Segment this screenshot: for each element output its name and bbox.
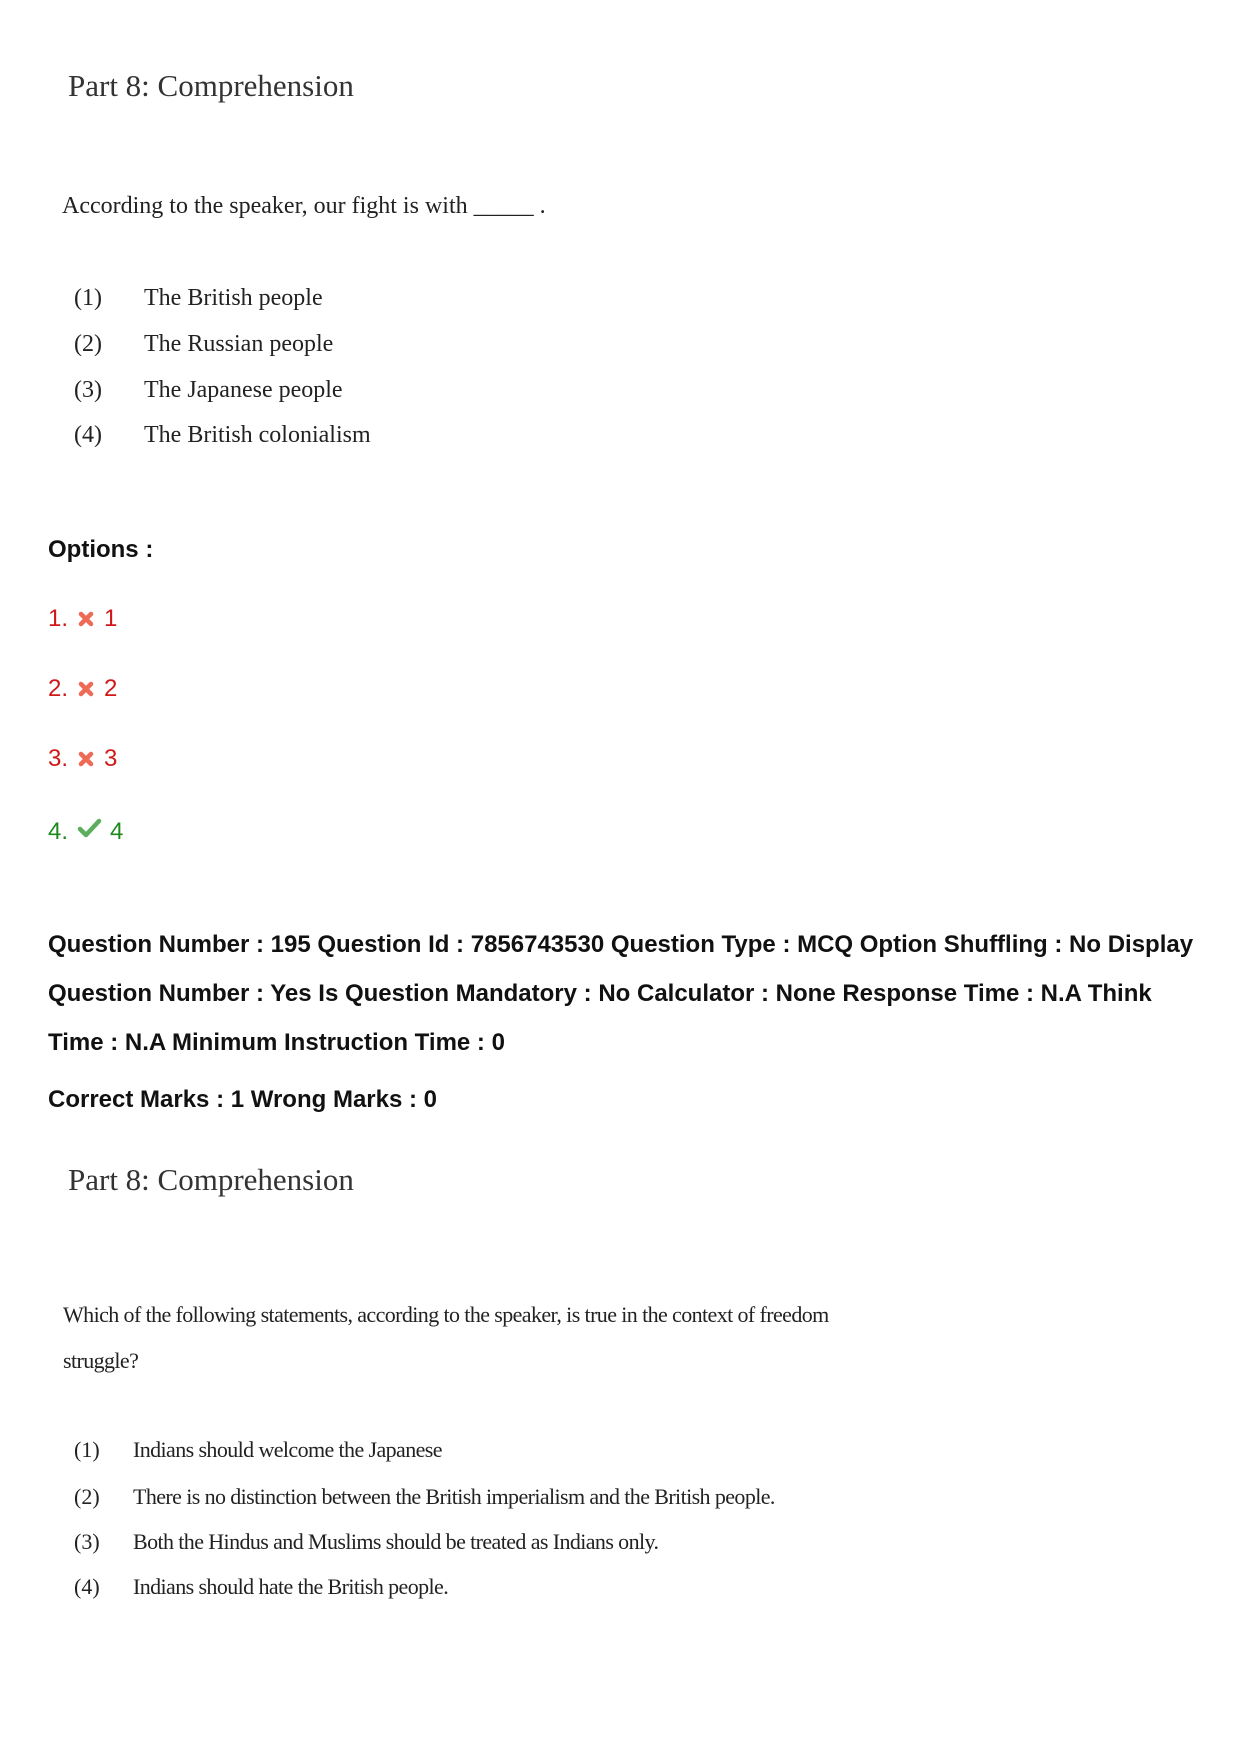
question-metadata: Question Number : 195 Question Id : 7856743530 Question Type : MCQ Option Shuffling : No Display Question Number : Yes Is Question Mandatory : No Calculator : None Response Time : N.A Think Time : N.A Minimum Instruction Time : 0: [48, 931, 1194, 1056]
choice-text: The British colonialism: [144, 422, 371, 448]
choice-number: (3): [74, 1529, 100, 1554]
option-value: 1: [104, 605, 118, 632]
choice-text: The British people: [144, 285, 323, 311]
option-index: 2.: [48, 675, 69, 702]
section-title: Part 8: Comprehension: [68, 1162, 354, 1197]
option-value: 2: [104, 675, 118, 702]
question-text: According to the speaker, our fight is with _____ .: [62, 193, 546, 219]
cross-icon: [76, 609, 96, 629]
options-label: Options :: [48, 536, 154, 563]
choice-text: Indians should hate the British people.: [133, 1574, 449, 1599]
choice-number: (1): [74, 1437, 100, 1462]
option-4: [48, 818, 123, 846]
option-index: 4.: [48, 818, 69, 845]
question-text-line: struggle?: [63, 1348, 139, 1373]
cross-icon: [76, 749, 96, 769]
section-title: Part 8: Comprehension: [68, 68, 354, 103]
choice-number: (2): [74, 331, 102, 357]
check-icon: [76, 818, 102, 838]
option-value: 4: [110, 818, 124, 845]
option-3: [48, 745, 117, 773]
choice-text: There is no distinction between the British imperialism and the British people.: [133, 1484, 775, 1509]
choice-text: The Japanese people: [144, 377, 343, 403]
choice-text: The Russian people: [144, 331, 334, 357]
cross-icon: [76, 679, 96, 699]
choice-number: (2): [74, 1484, 100, 1509]
choice-number: (1): [74, 285, 102, 311]
question-text-line: Which of the following statements, according to the speaker, is true in the context of freedom: [63, 1302, 829, 1327]
option-value: 3: [104, 745, 118, 772]
choice-text: Both the Hindus and Muslims should be treated as Indians only.: [133, 1529, 659, 1554]
choice-text: Indians should welcome the Japanese: [133, 1437, 442, 1462]
choice-number: (4): [74, 422, 102, 448]
option-index: 1.: [48, 605, 69, 632]
option-1: [48, 605, 117, 633]
option-2: [48, 675, 117, 703]
marks-info: Correct Marks : 1 Wrong Marks : 0: [48, 1086, 438, 1113]
option-index: 3.: [48, 745, 69, 772]
choice-number: (4): [74, 1574, 100, 1599]
choice-number: (3): [74, 377, 102, 403]
